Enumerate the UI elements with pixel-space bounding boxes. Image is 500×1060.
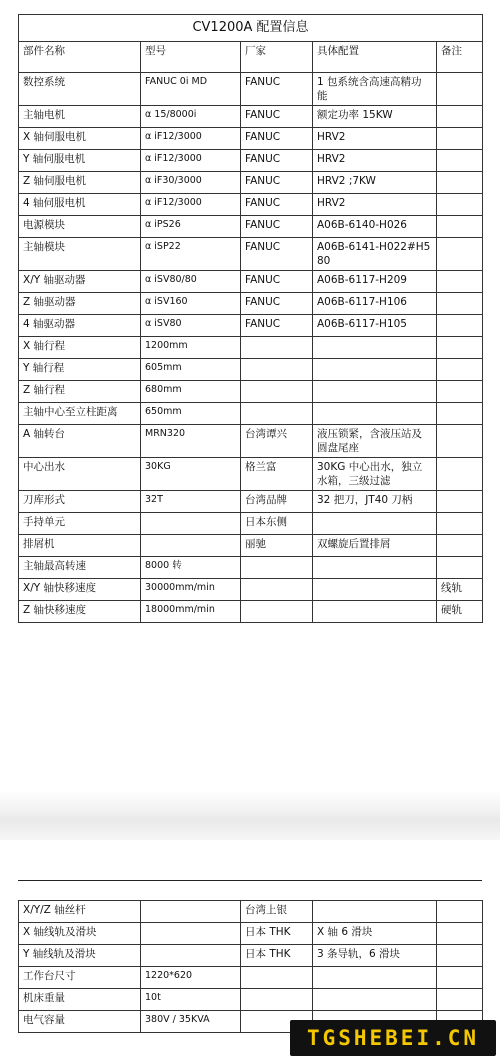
- cell-remarks: [437, 150, 483, 172]
- cell-manufacturer: 台湾品牌: [241, 491, 313, 513]
- cell-manufacturer: FANUC: [241, 271, 313, 293]
- cell-specification: A06B-6140-H026: [313, 216, 437, 238]
- cell-manufacturer: FANUC: [241, 315, 313, 337]
- cell-manufacturer: 格兰富: [241, 458, 313, 491]
- cell-part-name: Z 轴快移速度: [19, 601, 141, 623]
- cell-model: 8000 转: [141, 557, 241, 579]
- cell-model: α iF30/3000: [141, 172, 241, 194]
- cell-part-name: Z 轴行程: [19, 381, 141, 403]
- header-row: [19, 42, 483, 73]
- cell-part-name: 中心出水: [19, 458, 141, 491]
- cell-part-name: Z 轴驱动器: [19, 293, 141, 315]
- table-row: [19, 128, 483, 150]
- cell-specification: [313, 359, 437, 381]
- cell-model: 380V / 35KVA: [141, 1011, 241, 1033]
- cell-manufacturer: FANUC: [241, 73, 313, 106]
- table-row: [19, 315, 483, 337]
- cell-specification: [313, 557, 437, 579]
- cell-manufacturer: FANUC: [241, 172, 313, 194]
- cell-manufacturer: 丽驰: [241, 535, 313, 557]
- cell-model: [141, 901, 241, 923]
- cell-model: α iSV80/80: [141, 271, 241, 293]
- table-row: [19, 491, 483, 513]
- cell-model: 10t: [141, 989, 241, 1011]
- cell-model: α iPS26: [141, 216, 241, 238]
- cell-part-name: Y 轴行程: [19, 359, 141, 381]
- cell-remarks: [437, 901, 483, 923]
- cell-remarks: [437, 359, 483, 381]
- table-row: [19, 216, 483, 238]
- cell-part-name: 刀库形式: [19, 491, 141, 513]
- cell-model: 30000mm/min: [141, 579, 241, 601]
- cell-model: [141, 513, 241, 535]
- cell-specification: [313, 967, 437, 989]
- site-watermark: TGSHEBEI.CN: [290, 1020, 496, 1056]
- cell-model: α iF12/3000: [141, 128, 241, 150]
- cell-specification: [313, 601, 437, 623]
- cell-part-name: X/Y 轴快移速度: [19, 579, 141, 601]
- cell-part-name: 主轴中心至立柱距离: [19, 403, 141, 425]
- cell-specification: 1 包系统含高速高精功能: [313, 73, 437, 106]
- cell-model: 1220*620: [141, 967, 241, 989]
- table-row: [19, 579, 483, 601]
- cell-part-name: X 轴伺服电机: [19, 128, 141, 150]
- cell-part-name: Y 轴伺服电机: [19, 150, 141, 172]
- cell-model: α iSP22: [141, 238, 241, 271]
- cell-specification: HRV2: [313, 150, 437, 172]
- page-break: [0, 790, 500, 840]
- table-row: [19, 150, 483, 172]
- cell-model: 650mm: [141, 403, 241, 425]
- header-specification: 具体配置: [313, 42, 437, 73]
- table-row: [19, 238, 483, 271]
- cell-manufacturer: [241, 989, 313, 1011]
- cell-model: α iF12/3000: [141, 150, 241, 172]
- cell-remarks: [437, 513, 483, 535]
- cell-remarks: [437, 945, 483, 967]
- cell-part-name: 机床重量: [19, 989, 141, 1011]
- cell-remarks: [437, 381, 483, 403]
- cell-part-name: 4 轴伺服电机: [19, 194, 141, 216]
- table-row: [19, 945, 483, 967]
- cell-remarks: [437, 128, 483, 150]
- cell-part-name: 数控系统: [19, 73, 141, 106]
- cell-model: 32T: [141, 491, 241, 513]
- cell-remarks: [437, 337, 483, 359]
- cell-model: α iSV160: [141, 293, 241, 315]
- header-manufacturer: 厂家: [241, 42, 313, 73]
- cell-specification: 双螺旋后置排屑: [313, 535, 437, 557]
- cell-model: α iSV80: [141, 315, 241, 337]
- table-row: [19, 194, 483, 216]
- cell-manufacturer: [241, 381, 313, 403]
- cell-manufacturer: 日本 THK: [241, 923, 313, 945]
- table-row: [19, 381, 483, 403]
- cell-manufacturer: FANUC: [241, 194, 313, 216]
- cell-specification: X 轴 6 滑块: [313, 923, 437, 945]
- cell-model: 30KG: [141, 458, 241, 491]
- table-row: [19, 901, 483, 923]
- cell-specification: HRV2: [313, 128, 437, 150]
- cell-manufacturer: [241, 967, 313, 989]
- table-row: [19, 989, 483, 1011]
- cell-remarks: 线轨: [437, 579, 483, 601]
- cell-part-name: 主轴模块: [19, 238, 141, 271]
- table-row: [19, 513, 483, 535]
- cell-specification: A06B-6141-H022#H580: [313, 238, 437, 271]
- cell-remarks: [437, 73, 483, 106]
- cell-manufacturer: FANUC: [241, 238, 313, 271]
- cell-model: α iF12/3000: [141, 194, 241, 216]
- cell-part-name: X/Y 轴驱动器: [19, 271, 141, 293]
- cell-remarks: [437, 458, 483, 491]
- cell-model: 1200mm: [141, 337, 241, 359]
- cell-model: FANUC 0i MD: [141, 73, 241, 106]
- table-row: [19, 271, 483, 293]
- cell-specification: HRV2 ;7KW: [313, 172, 437, 194]
- cell-part-name: 电源模块: [19, 216, 141, 238]
- cell-part-name: X 轴行程: [19, 337, 141, 359]
- cell-specification: HRV2: [313, 194, 437, 216]
- cell-specification: A06B-6117-H106: [313, 293, 437, 315]
- table-row: [19, 293, 483, 315]
- table-row: [19, 172, 483, 194]
- cell-specification: 30KG 中心出水，独立水箱，三级过滤: [313, 458, 437, 491]
- cell-part-name: 排屑机: [19, 535, 141, 557]
- table-row: [19, 557, 483, 579]
- page-top-rule: [18, 880, 482, 881]
- cell-remarks: [437, 535, 483, 557]
- cell-specification: 3 条导轨，6 滑块: [313, 945, 437, 967]
- cell-specification: 32 把刀，JT40 刀柄: [313, 491, 437, 513]
- cell-remarks: [437, 967, 483, 989]
- cell-manufacturer: 台湾上银: [241, 901, 313, 923]
- cell-manufacturer: [241, 557, 313, 579]
- table-row: [19, 425, 483, 458]
- cell-remarks: [437, 403, 483, 425]
- cell-remarks: [437, 315, 483, 337]
- cell-part-name: X 轴线轨及滑块: [19, 923, 141, 945]
- cell-model: [141, 923, 241, 945]
- cell-specification: 液压锁紧，含液压站及圆盘尾座: [313, 425, 437, 458]
- cell-manufacturer: [241, 359, 313, 381]
- cell-part-name: A 轴转台: [19, 425, 141, 458]
- cell-remarks: [437, 172, 483, 194]
- cell-remarks: [437, 106, 483, 128]
- cell-specification: [313, 513, 437, 535]
- cell-manufacturer: FANUC: [241, 150, 313, 172]
- cell-model: α 15/8000i: [141, 106, 241, 128]
- cell-part-name: X/Y/Z 轴丝杆: [19, 901, 141, 923]
- cell-specification: A06B-6117-H105: [313, 315, 437, 337]
- cell-remarks: [437, 293, 483, 315]
- cell-specification: [313, 989, 437, 1011]
- table-row: [19, 106, 483, 128]
- table-row: [19, 601, 483, 623]
- cell-part-name: 主轴电机: [19, 106, 141, 128]
- cell-part-name: 4 轴驱动器: [19, 315, 141, 337]
- table-row: [19, 359, 483, 381]
- cell-specification: [313, 579, 437, 601]
- cell-remarks: [437, 989, 483, 1011]
- cell-part-name: 电气容量: [19, 1011, 141, 1033]
- cell-remarks: [437, 271, 483, 293]
- cell-specification: [313, 381, 437, 403]
- cell-manufacturer: FANUC: [241, 106, 313, 128]
- cell-manufacturer: [241, 601, 313, 623]
- cell-model: [141, 945, 241, 967]
- cell-manufacturer: 日本 THK: [241, 945, 313, 967]
- table-row: [19, 458, 483, 491]
- header-remarks: 备注: [437, 42, 483, 73]
- cell-specification: A06B-6117-H209: [313, 271, 437, 293]
- config-table: [18, 14, 483, 623]
- cell-specification: [313, 403, 437, 425]
- header-model: 型号: [141, 42, 241, 73]
- cell-manufacturer: [241, 403, 313, 425]
- cell-remarks: [437, 491, 483, 513]
- cell-remarks: [437, 238, 483, 271]
- table-row: [19, 923, 483, 945]
- table-row: [19, 967, 483, 989]
- config-table-continued: [18, 900, 483, 1033]
- cell-part-name: Z 轴伺服电机: [19, 172, 141, 194]
- cell-remarks: [437, 557, 483, 579]
- cell-remarks: [437, 194, 483, 216]
- cell-part-name: 主轴最高转速: [19, 557, 141, 579]
- cell-manufacturer: 日本东侧: [241, 513, 313, 535]
- cell-manufacturer: FANUC: [241, 128, 313, 150]
- cell-model: [141, 535, 241, 557]
- cell-specification: [313, 901, 437, 923]
- cell-manufacturer: 台湾谭兴: [241, 425, 313, 458]
- cell-manufacturer: [241, 579, 313, 601]
- cell-model: MRN320: [141, 425, 241, 458]
- cell-remarks: [437, 425, 483, 458]
- table-row: [19, 337, 483, 359]
- cell-part-name: 手持单元: [19, 513, 141, 535]
- cell-part-name: Y 轴线轨及滑块: [19, 945, 141, 967]
- table-row: [19, 403, 483, 425]
- table-row: [19, 73, 483, 106]
- cell-specification: [313, 337, 437, 359]
- cell-part-name: 工作台尺寸: [19, 967, 141, 989]
- table-title: CV1200A 配置信息: [19, 15, 483, 42]
- cell-specification: 额定功率 15KW: [313, 106, 437, 128]
- cell-remarks: [437, 923, 483, 945]
- table-row: [19, 535, 483, 557]
- cell-manufacturer: FANUC: [241, 293, 313, 315]
- cell-remarks: 硬轨: [437, 601, 483, 623]
- header-part-name: 部件名称: [19, 42, 141, 73]
- cell-remarks: [437, 216, 483, 238]
- cell-manufacturer: [241, 337, 313, 359]
- cell-model: 680mm: [141, 381, 241, 403]
- cell-manufacturer: FANUC: [241, 216, 313, 238]
- cell-model: 605mm: [141, 359, 241, 381]
- cell-model: 18000mm/min: [141, 601, 241, 623]
